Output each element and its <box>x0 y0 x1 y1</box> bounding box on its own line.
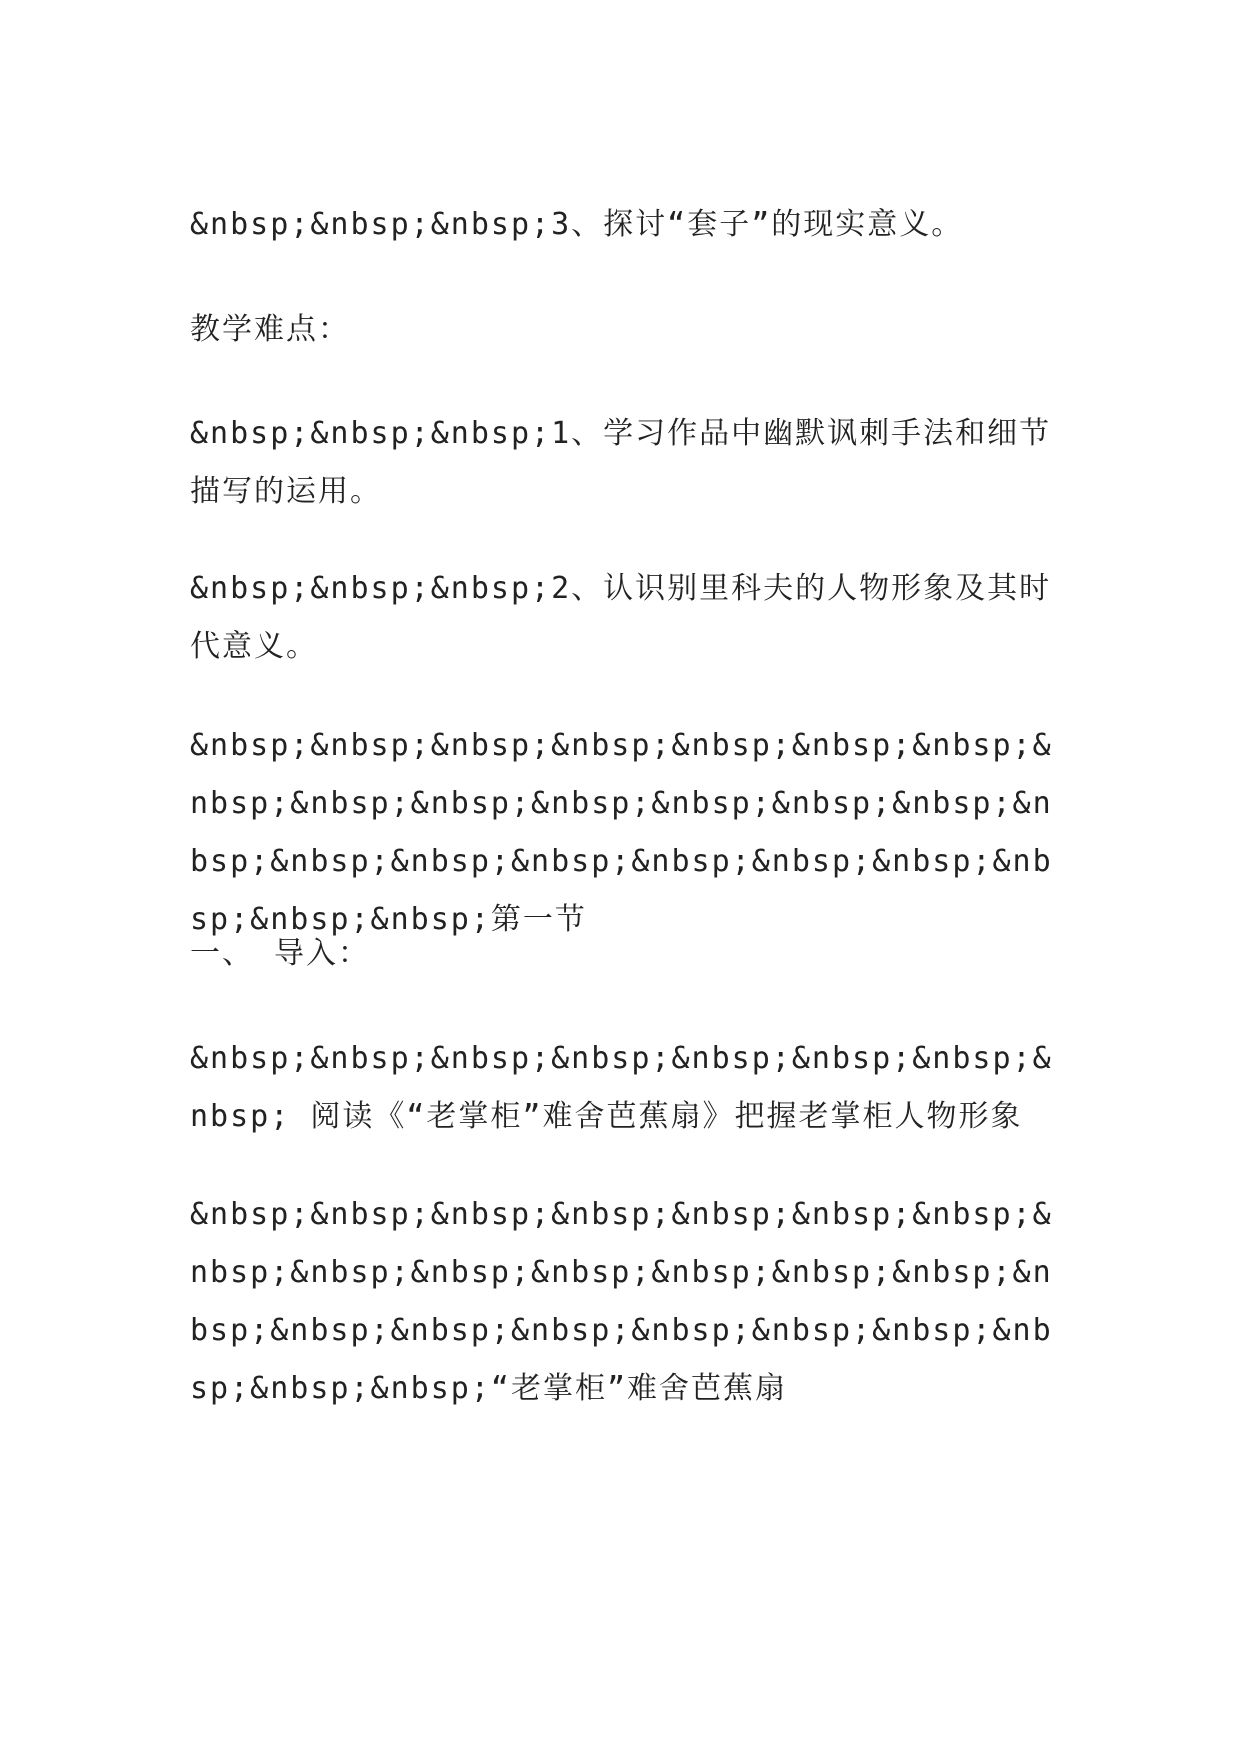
heading-introduction: 一、 导入： <box>190 936 371 971</box>
heading-teaching-difficulties: 教学难点： <box>190 312 350 347</box>
paragraph-difficulty-1: &nbsp;&nbsp;&nbsp;1、学习作品中幽默讽刺手法和细节描写的运用。 <box>190 416 1052 509</box>
paragraph-reading-task: &nbsp;&nbsp;&nbsp;&nbsp;&nbsp;&nbsp;&nbsp;&nbsp; 阅读《“老掌柜”难舍芭蕉扇》把握老掌柜人物形象 <box>190 1041 1053 1134</box>
paragraph-difficulty-2: &nbsp;&nbsp;&nbsp;2、认识别里科夫的人物形象及其时代意义。 <box>190 571 1052 664</box>
paragraph-section-title: &nbsp;&nbsp;&nbsp;&nbsp;&nbsp;&nbsp;&nbsp;&nbsp;&nbsp;&nbsp;&nbsp;&nbsp;&nbsp;&nbsp;&nbsp;&nbsp;&nbsp;&nbsp;&nbsp;&nbsp;&nbsp;&nbsp;&nbsp;&nbsp;第一节 <box>190 728 1053 937</box>
paragraph-story-title: &nbsp;&nbsp;&nbsp;&nbsp;&nbsp;&nbsp;&nbsp;&nbsp;&nbsp;&nbsp;&nbsp;&nbsp;&nbsp;&nbsp;&nbsp;&nbsp;&nbsp;&nbsp;&nbsp;&nbsp;&nbsp;&nbsp;&nbsp;&nbsp;“老掌柜”难舍芭蕉扇 <box>190 1197 1053 1406</box>
paragraph-objective-3: &nbsp;&nbsp;&nbsp;3、探讨“套子”的现实意义。 <box>190 207 964 242</box>
